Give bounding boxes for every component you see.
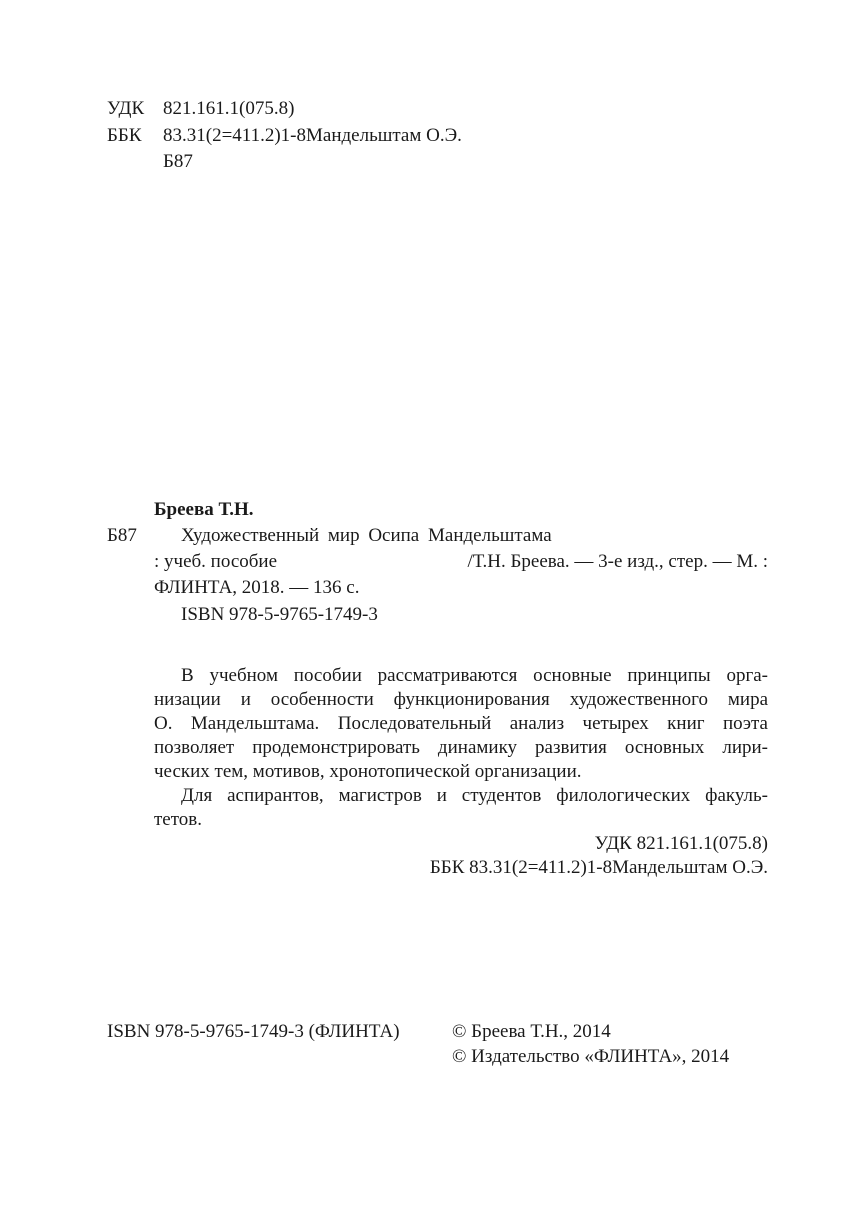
- annotation-line: позволяет продемонстрировать динамику развития основных лири-: [154, 737, 768, 758]
- audience-line: тетов.: [154, 809, 203, 830]
- record-line-3: ФЛИНТА, 2018. — 136 с.: [154, 577, 360, 598]
- record-line-2-right: /Т.Н. Бреева. — 3-е изд., стер. — М. :: [467, 551, 768, 572]
- record-author-mark: Б87: [107, 525, 137, 546]
- annotation-udk: УДК 821.161.1(075.8): [594, 833, 768, 854]
- book-title: Художественный мир Осипа Мандельштама: [181, 525, 552, 546]
- annotation-line: ческих тем, мотивов, хронотопической организации.: [154, 761, 582, 782]
- record-isbn: ISBN 978-5-9765-1749-3: [181, 604, 378, 625]
- udk-label: УДК: [107, 98, 145, 119]
- bbk-label: ББК: [107, 125, 142, 146]
- annotation-line: низации и особенности функционирования художественного мира: [154, 689, 768, 710]
- author-name: Бреева Т.Н.: [154, 499, 254, 520]
- footer-isbn: ISBN 978-5-9765-1749-3 (ФЛИНТА): [107, 1021, 400, 1042]
- record-line-2-left: : учеб. пособие: [154, 551, 278, 572]
- copyright-author: © Бреева Т.Н., 2014: [452, 1021, 611, 1042]
- annotation-line: В учебном пособии рассматриваются основные принципы орга-: [181, 665, 768, 686]
- author-mark: Б87: [163, 151, 193, 172]
- bbk-code: 83.31(2=411.2)1-8Мандельштам О.Э.: [163, 125, 462, 146]
- annotation-bbk: ББК 83.31(2=411.2)1-8Мандельштам О.Э.: [429, 857, 768, 878]
- audience-line: Для аспирантов, магистров и студентов филологических факуль-: [181, 785, 768, 806]
- annotation-line: О. Мандельштама. Последовательный анализ четырех книг поэта: [154, 713, 768, 734]
- copyright-publisher: © Издательство «ФЛИНТА», 2014: [452, 1046, 730, 1067]
- udk-code: 821.161.1(075.8): [163, 98, 295, 119]
